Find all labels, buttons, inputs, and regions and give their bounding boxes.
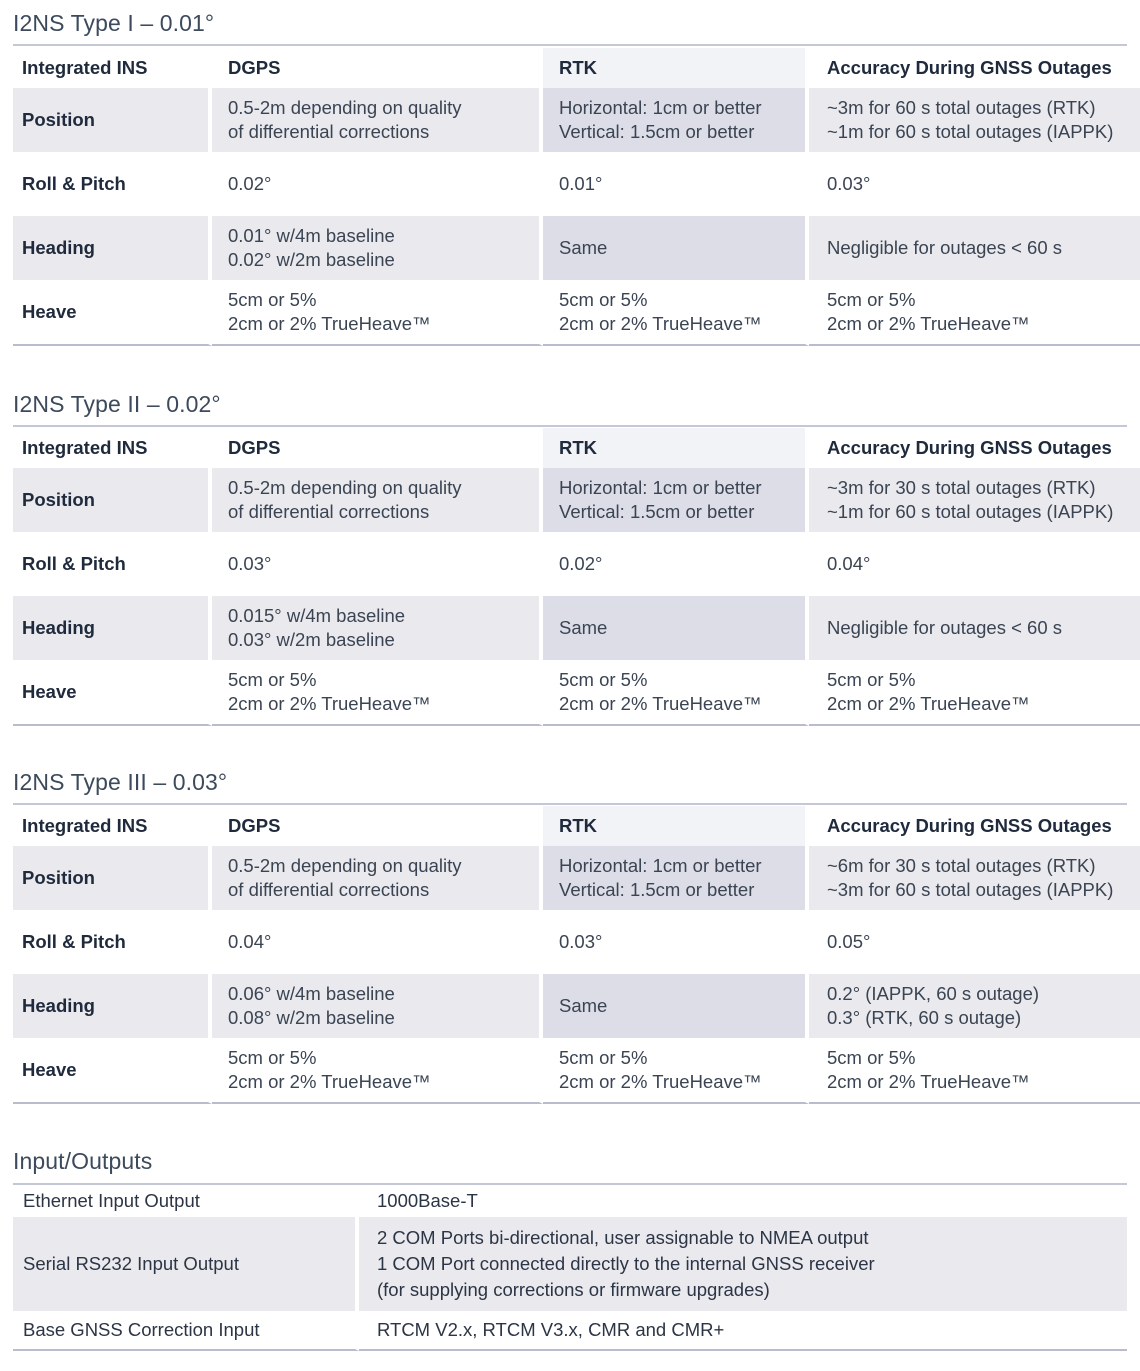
table-row-base-gnss bbox=[13, 1311, 1127, 1351]
cell-outage bbox=[809, 660, 1140, 726]
cell-line: Same bbox=[559, 995, 608, 1016]
cell-line: 0.03° bbox=[827, 173, 871, 194]
row-label: Position bbox=[13, 468, 212, 532]
cell-line: 0.08° w/2m baseline bbox=[228, 1007, 395, 1028]
cell-line: 5cm or 5% bbox=[559, 289, 648, 310]
header-dgps: DGPS bbox=[212, 428, 543, 468]
cell-dgps bbox=[212, 660, 543, 726]
cell-outage bbox=[809, 152, 1140, 216]
table-row-ethernet bbox=[13, 1185, 1127, 1217]
cell-dgps bbox=[212, 152, 543, 216]
cell-line: RTCM V2.x, RTCM V3.x, CMR and CMR+ bbox=[377, 1319, 725, 1340]
cell-line: 0.04° bbox=[228, 931, 272, 952]
cell-dgps bbox=[212, 280, 543, 346]
cell-outage bbox=[809, 88, 1140, 152]
io-label: Serial RS232 Input Output bbox=[13, 1217, 359, 1311]
cell-line: Vertical: 1.5cm or better bbox=[559, 879, 755, 900]
table-row-roll-pitch bbox=[13, 910, 1140, 974]
cell-line: 2cm or 2% TrueHeave™ bbox=[228, 693, 431, 714]
cell-line: 2cm or 2% TrueHeave™ bbox=[559, 313, 762, 334]
cell-rtk bbox=[543, 88, 809, 152]
row-label: Roll & Pitch bbox=[13, 532, 212, 596]
cell-rtk bbox=[543, 216, 809, 280]
io-value bbox=[359, 1311, 1127, 1351]
io-table bbox=[13, 1185, 1127, 1351]
row-label: Position bbox=[13, 846, 212, 910]
cell-outage bbox=[809, 216, 1140, 280]
cell-line: 2cm or 2% TrueHeave™ bbox=[827, 693, 1030, 714]
table-row-roll-pitch bbox=[13, 152, 1140, 216]
cell-line: 0.03° bbox=[559, 931, 603, 952]
table-header-row bbox=[13, 806, 1140, 846]
cell-line: 2 COM Ports bi-directional, user assignable to NMEA output bbox=[377, 1227, 869, 1248]
table-header-row bbox=[13, 428, 1140, 468]
table-header-row bbox=[13, 48, 1140, 88]
row-label: Heave bbox=[13, 280, 212, 346]
table-row-roll-pitch bbox=[13, 532, 1140, 596]
cell-rtk bbox=[543, 660, 809, 726]
io-label: Base GNSS Correction Input bbox=[13, 1311, 359, 1351]
table-row-heading bbox=[13, 974, 1140, 1038]
cell-outage bbox=[809, 280, 1140, 346]
cell-line: 2cm or 2% TrueHeave™ bbox=[559, 1071, 762, 1092]
header-integrated-ins: Integrated INS bbox=[13, 48, 212, 88]
cell-line: ~1m for 60 s total outages (IAPPK) bbox=[827, 501, 1114, 522]
cell-outage bbox=[809, 468, 1140, 532]
cell-line: of differential corrections bbox=[228, 121, 430, 142]
row-label: Heading bbox=[13, 216, 212, 280]
cell-line: Negligible for outages < 60 s bbox=[827, 617, 1062, 638]
cell-line: 2cm or 2% TrueHeave™ bbox=[827, 1071, 1030, 1092]
section-title-type-3: I2NS Type III – 0.03° bbox=[13, 769, 228, 795]
cell-rtk bbox=[543, 280, 809, 346]
table-row-position bbox=[13, 846, 1140, 910]
cell-line: 0.015° w/4m baseline bbox=[228, 605, 406, 626]
cell-rtk bbox=[543, 532, 809, 596]
cell-outage bbox=[809, 596, 1140, 660]
cell-line: 0.04° bbox=[827, 553, 871, 574]
cell-dgps bbox=[212, 532, 543, 596]
cell-line: 5cm or 5% bbox=[228, 669, 317, 690]
table-row-heading bbox=[13, 216, 1140, 280]
cell-line: 0.5-2m depending on quality bbox=[228, 477, 462, 498]
row-label: Heading bbox=[13, 974, 212, 1038]
cell-outage bbox=[809, 974, 1140, 1038]
io-value bbox=[359, 1217, 1127, 1311]
header-outages: Accuracy During GNSS Outages bbox=[809, 806, 1140, 846]
cell-line: 5cm or 5% bbox=[827, 669, 916, 690]
row-label: Heave bbox=[13, 1038, 212, 1104]
cell-line: 0.03° w/2m baseline bbox=[228, 629, 395, 650]
section-rule bbox=[13, 425, 1127, 427]
header-dgps: DGPS bbox=[212, 806, 543, 846]
cell-line: 0.02° bbox=[228, 173, 272, 194]
cell-line: 1 COM Port connected directly to the internal GNSS receiver bbox=[377, 1253, 875, 1274]
cell-outage bbox=[809, 846, 1140, 910]
cell-rtk bbox=[543, 1038, 809, 1104]
cell-line: Horizontal: 1cm or better bbox=[559, 855, 762, 876]
row-label: Roll & Pitch bbox=[13, 910, 212, 974]
cell-line: 2cm or 2% TrueHeave™ bbox=[228, 313, 431, 334]
cell-dgps bbox=[212, 216, 543, 280]
row-label: Heave bbox=[13, 660, 212, 726]
table-row-serial bbox=[13, 1217, 1127, 1311]
section-title-io: Input/Outputs bbox=[13, 1148, 153, 1174]
cell-dgps bbox=[212, 910, 543, 974]
cell-rtk bbox=[543, 846, 809, 910]
cell-line: (for supplying corrections or firmware upgrades) bbox=[377, 1279, 770, 1300]
cell-line: Horizontal: 1cm or better bbox=[559, 477, 762, 498]
cell-dgps bbox=[212, 846, 543, 910]
table-row-position bbox=[13, 88, 1140, 152]
cell-line: Vertical: 1.5cm or better bbox=[559, 121, 755, 142]
cell-outage bbox=[809, 532, 1140, 596]
cell-line: ~3m for 60 s total outages (IAPPK) bbox=[827, 879, 1114, 900]
cell-line: ~3m for 30 s total outages (RTK) bbox=[827, 477, 1096, 498]
header-integrated-ins: Integrated INS bbox=[13, 806, 212, 846]
cell-rtk bbox=[543, 596, 809, 660]
table-row-heave bbox=[13, 1038, 1140, 1104]
cell-rtk bbox=[543, 910, 809, 974]
row-label: Roll & Pitch bbox=[13, 152, 212, 216]
cell-line: Same bbox=[559, 617, 608, 638]
header-rtk: RTK bbox=[543, 806, 809, 846]
cell-line: 5cm or 5% bbox=[228, 289, 317, 310]
cell-line: 5cm or 5% bbox=[228, 1047, 317, 1068]
cell-outage bbox=[809, 910, 1140, 974]
cell-line: 2cm or 2% TrueHeave™ bbox=[559, 693, 762, 714]
cell-line: 0.3° (RTK, 60 s outage) bbox=[827, 1007, 1022, 1028]
cell-rtk bbox=[543, 974, 809, 1038]
cell-line: 0.5-2m depending on quality bbox=[228, 97, 462, 118]
row-label: Position bbox=[13, 88, 212, 152]
table-row-heave bbox=[13, 660, 1140, 726]
header-rtk: RTK bbox=[543, 428, 809, 468]
io-label: Ethernet Input Output bbox=[13, 1185, 359, 1217]
header-outages: Accuracy During GNSS Outages bbox=[809, 428, 1140, 468]
row-label: Heading bbox=[13, 596, 212, 660]
cell-line: 0.03° bbox=[228, 553, 272, 574]
spec-table-type-3 bbox=[13, 806, 1140, 1104]
cell-line: 5cm or 5% bbox=[827, 289, 916, 310]
spec-table-type-2 bbox=[13, 428, 1140, 726]
cell-line: 0.5-2m depending on quality bbox=[228, 855, 462, 876]
cell-line: Vertical: 1.5cm or better bbox=[559, 501, 755, 522]
spec-table-type-1 bbox=[13, 48, 1140, 346]
table-row-position bbox=[13, 468, 1140, 532]
cell-dgps bbox=[212, 596, 543, 660]
cell-line: 5cm or 5% bbox=[559, 669, 648, 690]
cell-line: ~6m for 30 s total outages (RTK) bbox=[827, 855, 1096, 876]
cell-line: 0.01° w/4m baseline bbox=[228, 225, 395, 246]
cell-line: 5cm or 5% bbox=[827, 1047, 916, 1068]
section-rule bbox=[13, 803, 1127, 805]
section-title-type-1: I2NS Type I – 0.01° bbox=[13, 10, 215, 36]
cell-line: of differential corrections bbox=[228, 879, 430, 900]
cell-line: 5cm or 5% bbox=[559, 1047, 648, 1068]
section-title-type-2: I2NS Type II – 0.02° bbox=[13, 391, 221, 417]
cell-dgps bbox=[212, 974, 543, 1038]
cell-line: Horizontal: 1cm or better bbox=[559, 97, 762, 118]
header-integrated-ins: Integrated INS bbox=[13, 428, 212, 468]
header-dgps: DGPS bbox=[212, 48, 543, 88]
cell-rtk bbox=[543, 152, 809, 216]
cell-line: 2cm or 2% TrueHeave™ bbox=[827, 313, 1030, 334]
cell-line: 0.02° w/2m baseline bbox=[228, 249, 395, 270]
cell-line: 0.2° (IAPPK, 60 s outage) bbox=[827, 983, 1040, 1004]
cell-line: Negligible for outages < 60 s bbox=[827, 237, 1062, 258]
cell-line: 0.06° w/4m baseline bbox=[228, 983, 395, 1004]
cell-line: 2cm or 2% TrueHeave™ bbox=[228, 1071, 431, 1092]
cell-line: Same bbox=[559, 237, 608, 258]
header-rtk: RTK bbox=[543, 48, 809, 88]
cell-dgps bbox=[212, 88, 543, 152]
table-row-heave bbox=[13, 280, 1140, 346]
table-row-heading bbox=[13, 596, 1140, 660]
cell-dgps bbox=[212, 1038, 543, 1104]
cell-line: 0.05° bbox=[827, 931, 871, 952]
cell-line: 0.01° bbox=[559, 173, 603, 194]
cell-line: 0.02° bbox=[559, 553, 603, 574]
cell-dgps bbox=[212, 468, 543, 532]
header-outages: Accuracy During GNSS Outages bbox=[809, 48, 1140, 88]
section-rule bbox=[13, 44, 1127, 46]
io-value bbox=[359, 1185, 1127, 1217]
cell-rtk bbox=[543, 468, 809, 532]
cell-line: ~3m for 60 s total outages (RTK) bbox=[827, 97, 1096, 118]
cell-line: 1000Base-T bbox=[377, 1190, 478, 1211]
cell-line: of differential corrections bbox=[228, 501, 430, 522]
cell-line: ~1m for 60 s total outages (IAPPK) bbox=[827, 121, 1114, 142]
cell-outage bbox=[809, 1038, 1140, 1104]
